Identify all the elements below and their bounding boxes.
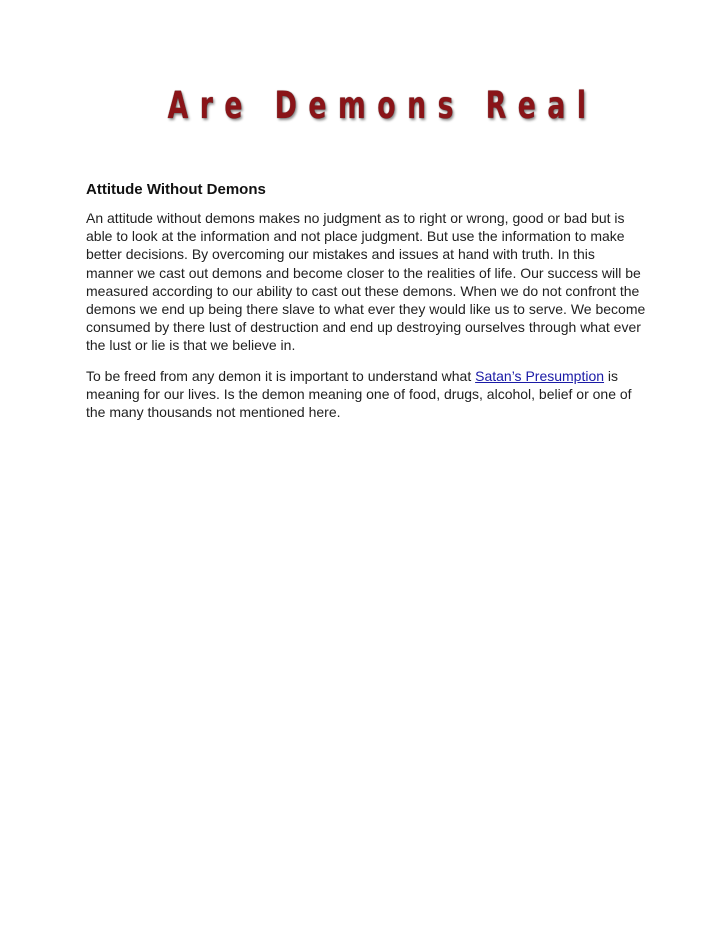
article-body [86, 180, 646, 433]
paragraph-1: An attitude without demons makes no judgment as to right or wrong, good or bad but is able to look at the information and not place judgment. But use the information to make better decisions. By overcoming our mistakes and issues at hand with truth. In this manner we cast out demons and become closer to the realities of life. Our success will be measured according to our ability to cast out these demons. When we do not confront the demons we end up being there slave to what ever they would like us to serve. We become consumed by there lust of destruction and end up destroying ourselves through what ever the lust or lie is that we believe in. [86, 210, 646, 354]
satans-presumption-link[interactable]: Satan’s Presumption [475, 367, 605, 384]
paragraph-2 [86, 367, 646, 422]
page-title: Are Demons Real [168, 84, 598, 127]
paragraph-2-text-before: To be freed from any demon it is important to understand what [86, 367, 476, 384]
section-heading: Attitude Without Demons [86, 181, 266, 198]
title-banner [0, 84, 728, 127]
paragraph-2-text-after: is meaning for our lives. Is the demon meaning one of food, drugs, alcohol, belief or one of the many thousands not mentioned here. [86, 367, 632, 421]
